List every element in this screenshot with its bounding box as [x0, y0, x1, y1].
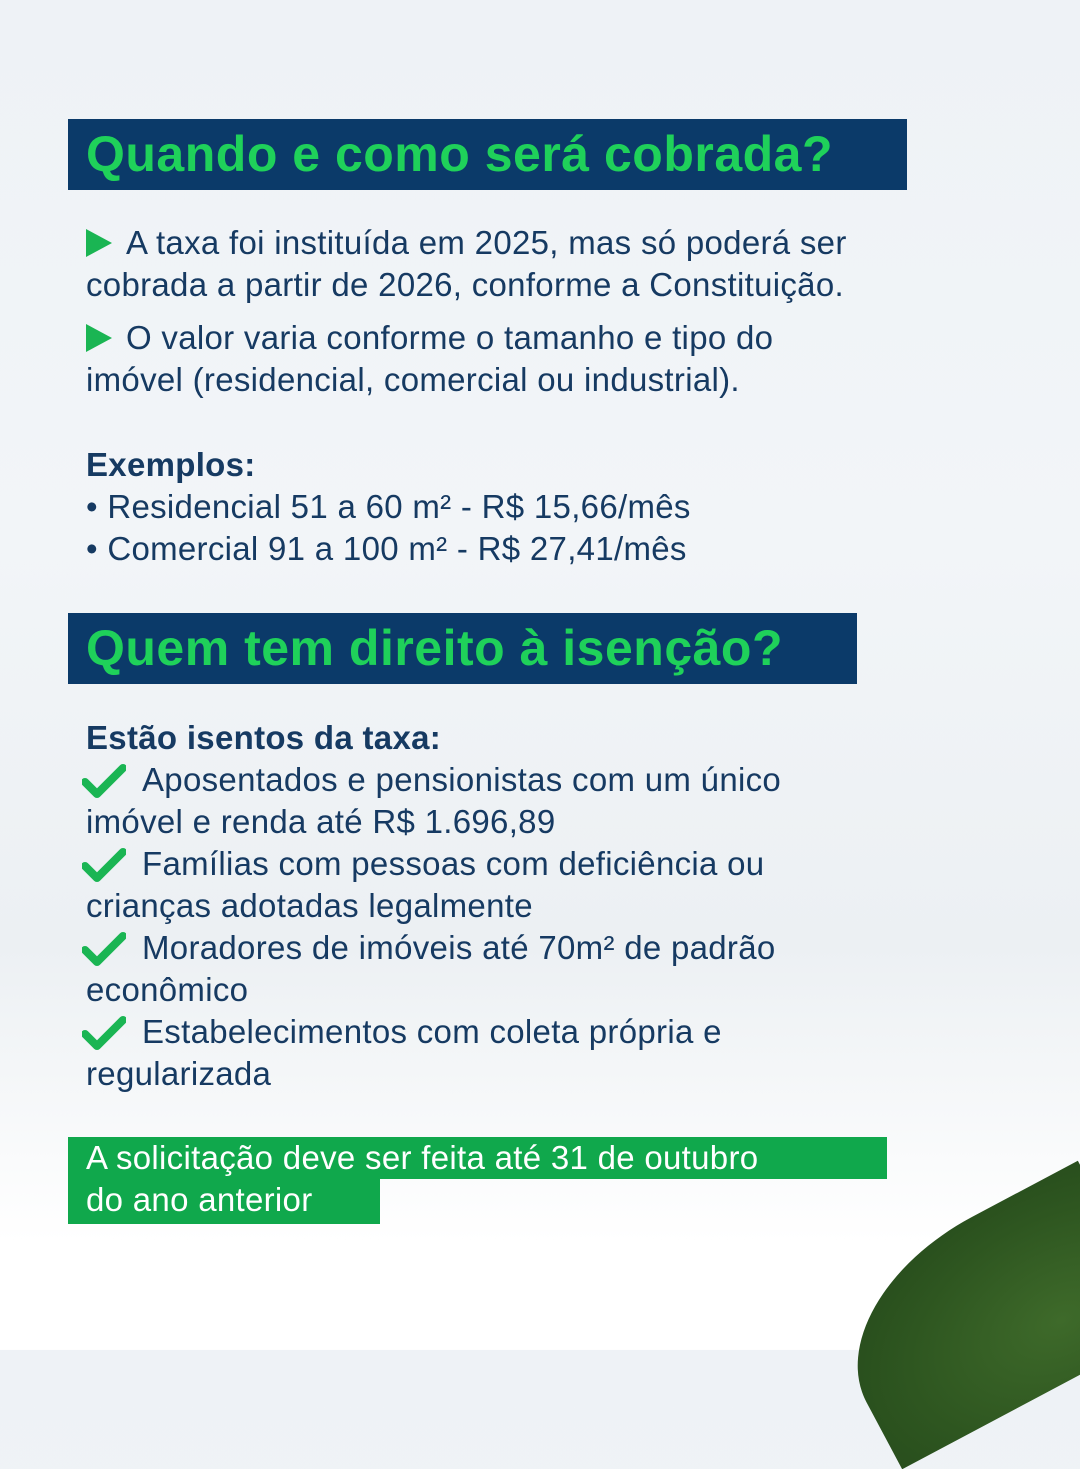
exemption-item-1-line-1: Aposentados e pensionistas com um único: [142, 761, 782, 798]
checkmark-icon: [82, 848, 126, 882]
bullet-2-line-2: imóvel (residencial, comercial ou industrial).: [86, 361, 740, 398]
exemption-item-3-line-1: Moradores de imóveis até 70m² de padrão: [142, 929, 776, 966]
checkmark-icon: [82, 932, 126, 966]
section-heading-exemption: Quem tem direito à isenção?: [68, 613, 857, 684]
checkmark-icon: [82, 1016, 126, 1050]
bullet-2-line-1: O valor varia conforme o tamanho e tipo do: [86, 317, 773, 359]
deadline-note-line-1: A solicitação deve ser feita até 31 de outubro: [68, 1137, 887, 1179]
exemption-item-4-line-2: regularizada: [86, 1055, 272, 1092]
bullet-1-line-2: cobrada a partir de 2026, conforme a Constituição.: [86, 266, 844, 303]
bullet-1-line-1: A taxa foi instituída em 2025, mas só poderá ser: [86, 222, 847, 264]
exemption-intro: Estão isentos da taxa:: [86, 719, 442, 756]
examples-label: Exemplos:: [86, 446, 256, 483]
exemption-item-3-line-2: econômico: [86, 971, 249, 1008]
example-residential: • Residencial 51 a 60 m² - R$ 15,66/mês: [86, 488, 691, 525]
play-arrow-icon: [86, 324, 112, 352]
exemption-item-2-line-1: Famílias com pessoas com deficiência ou: [142, 845, 765, 882]
play-arrow-icon: [86, 229, 112, 257]
example-commercial: • Comercial 91 a 100 m² - R$ 27,41/mês: [86, 530, 687, 567]
checkmark-icon: [82, 764, 126, 798]
exemption-item-4-line-1: Estabelecimentos com coleta própria e: [142, 1013, 722, 1050]
deadline-note-line-2: do ano anterior: [68, 1179, 380, 1224]
exemption-item-2-line-2: crianças adotadas legalmente: [86, 887, 533, 924]
deadline-note: [68, 1137, 887, 1224]
section-heading-when-how: Quando e como será cobrada?: [68, 119, 907, 190]
exemption-item-1-line-2: imóvel e renda até R$ 1.696,89: [86, 803, 556, 840]
